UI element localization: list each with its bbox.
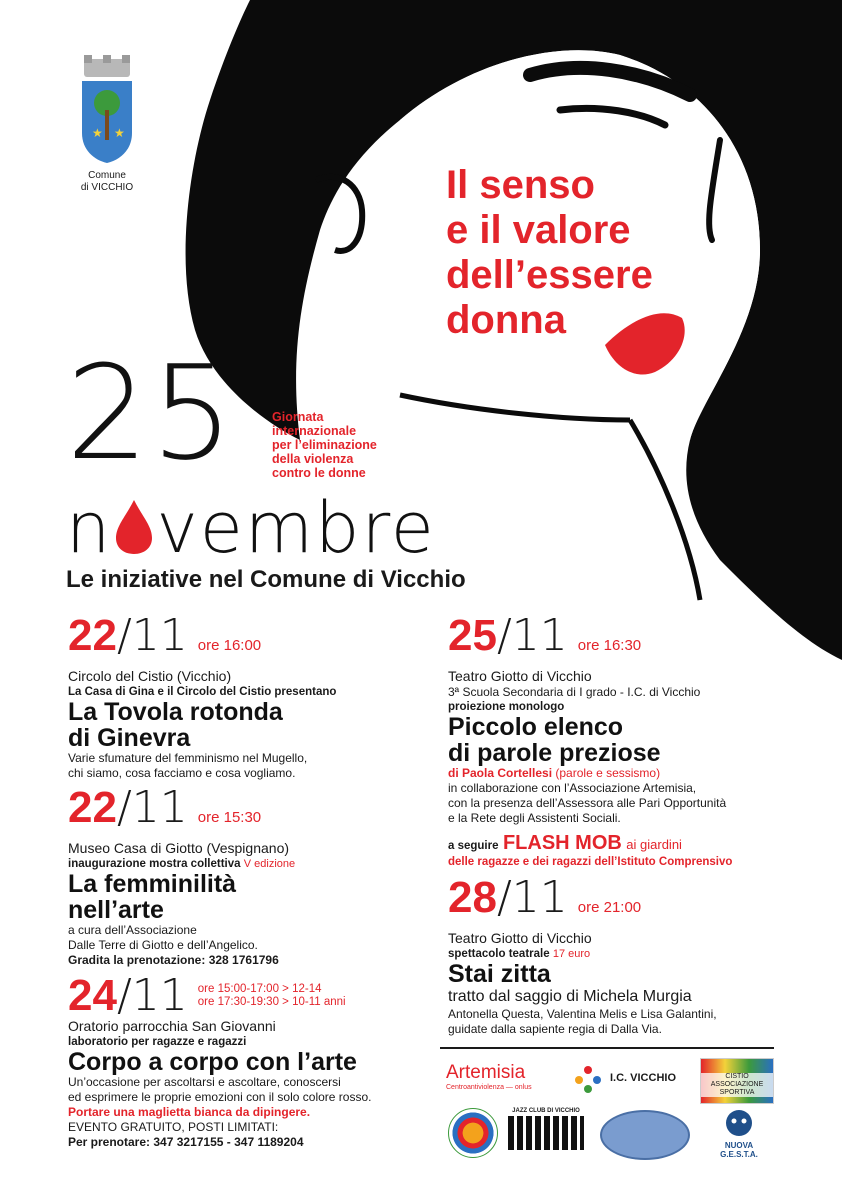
event-kind: proiezione monologo (448, 701, 565, 713)
event-time: ore 15:30 (197, 809, 262, 826)
event-desc: Antonella Questa, Valentina Melis e Lisa Galantini, (448, 1007, 717, 1021)
event-place: Teatro Giotto di Vicchio (448, 668, 592, 684)
event-place: Museo Casa di Giotto (Vespignano) (68, 840, 290, 856)
event-place: Circolo del Cistio (Vicchio) (68, 668, 232, 684)
comune-label-2: di VICCHIO (80, 182, 134, 193)
event-author-note: (parole e sessismo) (555, 766, 661, 780)
event-booking: Gradita la prenotazione: 328 1761796 (68, 953, 279, 967)
event-25-11 (448, 610, 798, 869)
event-booking: Per prenotare: 347 3217155 - 347 1189204 (68, 1135, 304, 1149)
event-kind: laboratorio per ragazze e ragazzi (68, 1036, 247, 1048)
event-title-2: di parole preziose (448, 739, 661, 767)
cistio-sub: SPORTIVA (719, 1089, 755, 1096)
event-author (448, 766, 798, 781)
event-date (68, 782, 295, 840)
event-24-11 (68, 970, 372, 1150)
headline-line-2: e il valore (446, 208, 631, 252)
comune-crest (72, 55, 142, 194)
event-month: /11 (116, 610, 188, 661)
artemisia-sub: Centroantiviolenza — onlus (446, 1084, 532, 1091)
event-month: /11 (116, 970, 188, 1021)
event-time: ore 17:30-19:30 > 10-11 anni (197, 996, 346, 1008)
gesta-name: NUOVA G.E.S.T.A. (720, 1141, 758, 1159)
event-date (448, 872, 798, 930)
event-desc: ed esprimere le proprie emozioni con il solo colore rosso. (68, 1090, 372, 1104)
ic-vicchio-logo (572, 1062, 692, 1094)
event-day: 22 (68, 783, 117, 832)
follow-line-2: delle ragazze e dei ragazzi dell’Istituto Comprensivo (448, 856, 733, 868)
flash-mob-label: FLASH MOB (502, 832, 622, 854)
event-desc: Dalle Terre di Giotto e dell’Angelico. (68, 938, 258, 952)
regional-emblem-logo (600, 1110, 690, 1160)
event-subtitle: tratto dal saggio di Michela Murgia (448, 988, 692, 1005)
event-time: ore 16:30 (577, 637, 642, 654)
event-day: 24 (68, 971, 117, 1020)
cistio-name: CISTIO (725, 1073, 749, 1080)
event-place: Teatro Giotto di Vicchio (448, 930, 592, 946)
event-author-name: di Paola Cortellesi (448, 766, 553, 780)
giornata-line: Giornata (272, 410, 324, 424)
follow-suffix: ai giardini (626, 837, 682, 852)
event-kind-label: inaugurazione mostra collettiva (68, 858, 241, 870)
headline-line-1: Il senso (446, 163, 595, 207)
event-day: 25 (448, 611, 497, 660)
month-word (66, 488, 436, 568)
event-price: 17 euro (552, 948, 591, 960)
artemisia-name: Artemisia (446, 1062, 526, 1083)
event-desc: in collaborazione con l’Associazione Artemisia, (448, 781, 697, 795)
event-28-11 (448, 872, 798, 1037)
event-desc: a cura dell’Associazione (68, 923, 197, 937)
svg-text:★: ★ (92, 126, 103, 140)
event-note: Portare una maglietta bianca da dipingere. (68, 1105, 311, 1119)
event-desc: guidate dalla sapiente regia di Dalla Via. (448, 1022, 662, 1036)
event-title-1: Piccolo elenco (448, 713, 624, 741)
event-title: Corpo a corpo con l’arte (68, 1048, 357, 1076)
giornata-line: per l’eliminazione (272, 438, 377, 452)
event-month: /11 (496, 872, 568, 923)
event-time: ore 16:00 (197, 637, 262, 654)
ic-emblem-icon (572, 1062, 604, 1094)
event-title-1: La Tovola rotonda (68, 698, 283, 726)
giornata-text (272, 410, 432, 480)
headline-line-3: dell’essere (446, 253, 653, 297)
event-free: EVENTO GRATUITO, POSTI LIMITATI: (68, 1120, 279, 1134)
event-desc: Varie sfumature del femminismo nel Mugello, (68, 751, 308, 765)
ic-name: I.C. VICCHIO (610, 1072, 677, 1084)
event-desc: chi siamo, cosa facciamo e cosa vogliamo. (68, 766, 296, 780)
giornata-line: della violenza (272, 452, 354, 466)
event-time: ore 15:00-17:00 > 12-14 (197, 983, 322, 995)
event-kind-label: spettacolo teatrale (448, 948, 550, 960)
month-suffix: vembre (156, 487, 436, 569)
event-desc: Un’occasione per ascoltarsi e ascoltare, conoscersi (68, 1075, 341, 1089)
event-day: 28 (448, 873, 497, 922)
giornata-line: contro le donne (272, 466, 366, 480)
blood-drop-icon (112, 498, 156, 556)
headline (446, 163, 746, 343)
follow-prefix: a seguire (448, 840, 499, 852)
event-kind (448, 947, 798, 961)
mask-icon (724, 1108, 754, 1138)
event-month: /11 (496, 610, 568, 661)
event-22-11-a (68, 610, 337, 781)
svg-text:★: ★ (114, 126, 125, 140)
event-presenters: La Casa di Gina e il Circolo del Cistio presentano (68, 686, 337, 698)
event-kind (68, 857, 295, 871)
nuova-gesta-logo (706, 1108, 772, 1159)
event-desc: e la Rete degli Assistenti Sociali. (448, 811, 621, 825)
event-date (68, 970, 371, 1021)
event-kind-note: V edizione (243, 858, 296, 870)
giornata-line: internazionale (272, 424, 357, 438)
jazz-name: JAZZ CLUB DI VICCHIO (512, 1108, 580, 1114)
event-22-11-b (68, 782, 296, 968)
logos-divider (440, 1047, 774, 1049)
event-title-1: La femminilità (68, 870, 237, 898)
event-title-2: nell’arte (68, 896, 164, 924)
event-time: ore 21:00 (577, 899, 642, 916)
event-day: 22 (68, 611, 117, 660)
month-prefix: n (66, 487, 113, 569)
event-desc: con la presenza dell’Assessora alle Pari Opportunità (448, 796, 727, 810)
jazz-club-logo (508, 1108, 584, 1156)
event-date (68, 610, 336, 668)
event-school: 3ª Scuola Secondaria di I grado - I.C. di Vicchio (448, 685, 701, 699)
event-month: /11 (116, 782, 188, 833)
page-subtitle: Le iniziative nel Comune di Vicchio (66, 566, 466, 593)
event-place: Oratorio parrocchia San Giovanni (68, 1018, 276, 1034)
coat-of-arms-icon (72, 55, 142, 165)
event-title: Stai zitta (448, 960, 551, 988)
cistio-logo (700, 1058, 774, 1104)
flash-mob-line (448, 832, 798, 855)
headline-line-4: donna (446, 298, 566, 342)
day-number: 25 (66, 337, 236, 489)
hands-association-logo (448, 1108, 498, 1158)
comune-label-1: Comune (88, 170, 126, 181)
event-date (448, 610, 798, 668)
cistio-sub: ASSOCIAZIONE (710, 1081, 764, 1088)
artemisia-logo (446, 1062, 556, 1091)
event-title-2: di Ginevra (68, 724, 191, 752)
